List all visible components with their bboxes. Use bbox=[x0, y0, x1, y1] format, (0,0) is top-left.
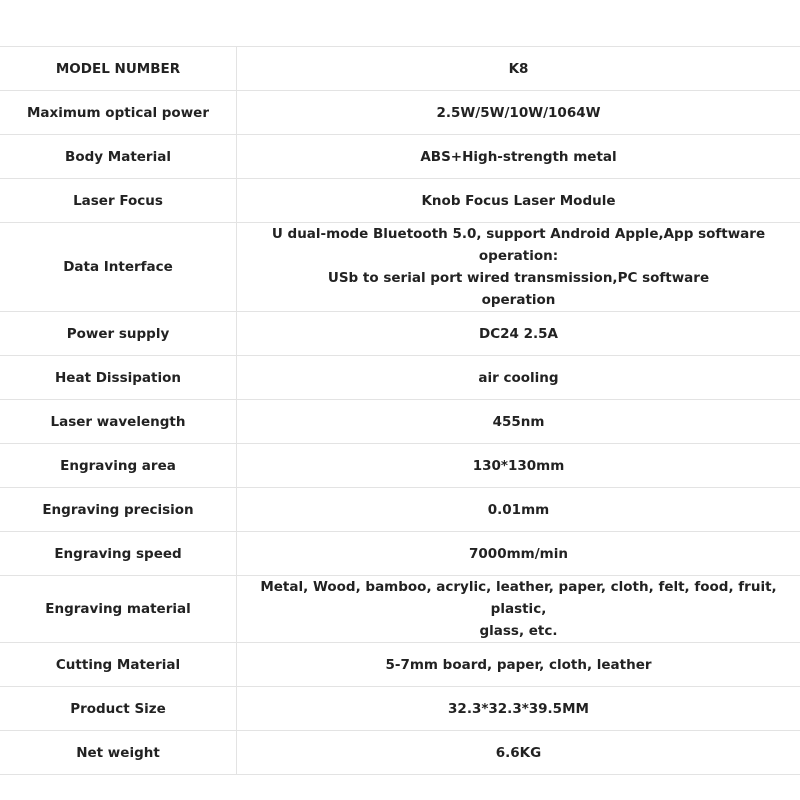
row-label: Cutting Material bbox=[0, 643, 237, 687]
row-value: ABS+High-strength metal bbox=[237, 135, 800, 179]
row-value: 6.6KG bbox=[237, 731, 800, 775]
row-label: MODEL NUMBER bbox=[0, 47, 237, 91]
table-row bbox=[0, 179, 800, 223]
table-row bbox=[0, 356, 800, 400]
table-row bbox=[0, 312, 800, 356]
row-value: 32.3*32.3*39.5MM bbox=[237, 687, 800, 731]
table-row bbox=[0, 444, 800, 488]
table-row bbox=[0, 731, 800, 775]
row-label: Engraving speed bbox=[0, 532, 237, 576]
row-label: Engraving precision bbox=[0, 488, 237, 532]
row-value: K8 bbox=[237, 47, 800, 91]
row-label: Engraving material bbox=[0, 576, 237, 643]
row-label: Body Material bbox=[0, 135, 237, 179]
row-value: 7000mm/min bbox=[237, 532, 800, 576]
table-row bbox=[0, 488, 800, 532]
row-value: DC24 2.5A bbox=[237, 312, 800, 356]
row-value: U dual-mode Bluetooth 5.0, support Android Apple,App software operation: USb to serial port wired transmission,PC software operation bbox=[237, 223, 800, 312]
row-value: Metal, Wood, bamboo, acrylic, leather, paper, cloth, felt, food, fruit, plastic, glass, etc. bbox=[237, 576, 800, 643]
row-label: Engraving area bbox=[0, 444, 237, 488]
table-row bbox=[0, 687, 800, 731]
row-value: 2.5W/5W/10W/1064W bbox=[237, 91, 800, 135]
spec-table bbox=[0, 46, 800, 775]
row-value: Knob Focus Laser Module bbox=[237, 179, 800, 223]
table-row bbox=[0, 223, 800, 312]
row-label: Product Size bbox=[0, 687, 237, 731]
row-value: 0.01mm bbox=[237, 488, 800, 532]
table-row bbox=[0, 532, 800, 576]
row-value: 455nm bbox=[237, 400, 800, 444]
row-value: air cooling bbox=[237, 356, 800, 400]
table-row bbox=[0, 576, 800, 643]
table-row bbox=[0, 91, 800, 135]
row-label: Data Interface bbox=[0, 223, 237, 312]
row-value: 5-7mm board, paper, cloth, leather bbox=[237, 643, 800, 687]
table-row bbox=[0, 643, 800, 687]
table-row bbox=[0, 135, 800, 179]
table-row bbox=[0, 400, 800, 444]
row-value: 130*130mm bbox=[237, 444, 800, 488]
row-label: Net weight bbox=[0, 731, 237, 775]
row-label: Heat Dissipation bbox=[0, 356, 237, 400]
table-row bbox=[0, 47, 800, 91]
row-label: Maximum optical power bbox=[0, 91, 237, 135]
row-label: Laser wavelength bbox=[0, 400, 237, 444]
row-label: Power supply bbox=[0, 312, 237, 356]
row-label: Laser Focus bbox=[0, 179, 237, 223]
